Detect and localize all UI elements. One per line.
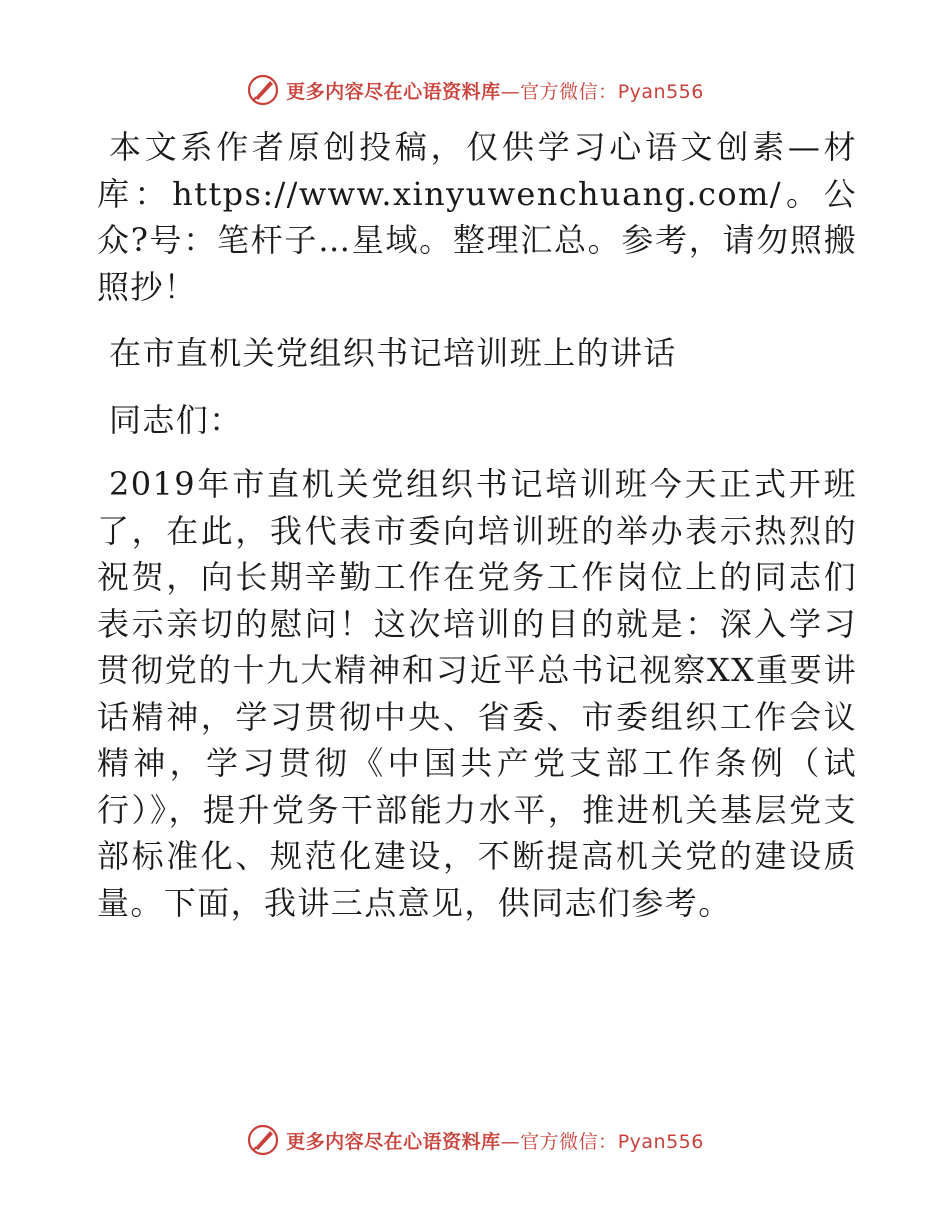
banner-wechat-id: Pyan556 (617, 1130, 704, 1153)
banner-wechat-id: Pyan556 (617, 80, 704, 103)
banner-text (286, 1127, 704, 1154)
footer-banner (0, 1120, 950, 1160)
banner-wechat-label: 官方微信： (520, 80, 618, 103)
banner-separator: — (500, 1130, 521, 1153)
banner-separator: — (500, 80, 521, 103)
body-paragraph: 2019年市直机关党组织书记培训班今天正式开班了，在此，我代表市委向培训班的举办表示热烈的祝贺，向长期辛勤工作在党务工作岗位上的同志们表示亲切的慰问！这次培训的目的就是：深入学习贯彻党的十九大精神和习近平总书记视察XX重要讲话精神，学习贯彻中央、省委、市委组织工作会议精神，学习贯彻《中国共产党支部工作条例（试行）》，提升党务干部能力水平，推进机关基层党支部标准化、规范化建设，不断提高机关党的建设质量。下面，我讲三点意见，供同志们参考。 (97, 465, 857, 922)
banner-site: 更多内容尽在心语资料库 (286, 1130, 501, 1153)
speech-title: 在市直机关党组织书记培训班上的讲话 (109, 334, 677, 372)
salutation: 同志们： (109, 400, 243, 439)
banner-site: 更多内容尽在心语资料库 (286, 80, 501, 103)
header-banner (0, 70, 950, 110)
banner-text (286, 77, 704, 104)
intro-paragraph: 本文系作者原创投稿，仅供学习心语文创素—材库：https://www.xinyuwenchuang.com/。公众?号：笔杆子…星域。整理汇总。参考，请勿照搬照抄！ (97, 128, 857, 306)
banner-wechat-label: 官方微信： (520, 1130, 618, 1153)
quill-pen-icon (246, 73, 280, 107)
quill-pen-icon (246, 1123, 280, 1157)
document-body (97, 124, 857, 926)
